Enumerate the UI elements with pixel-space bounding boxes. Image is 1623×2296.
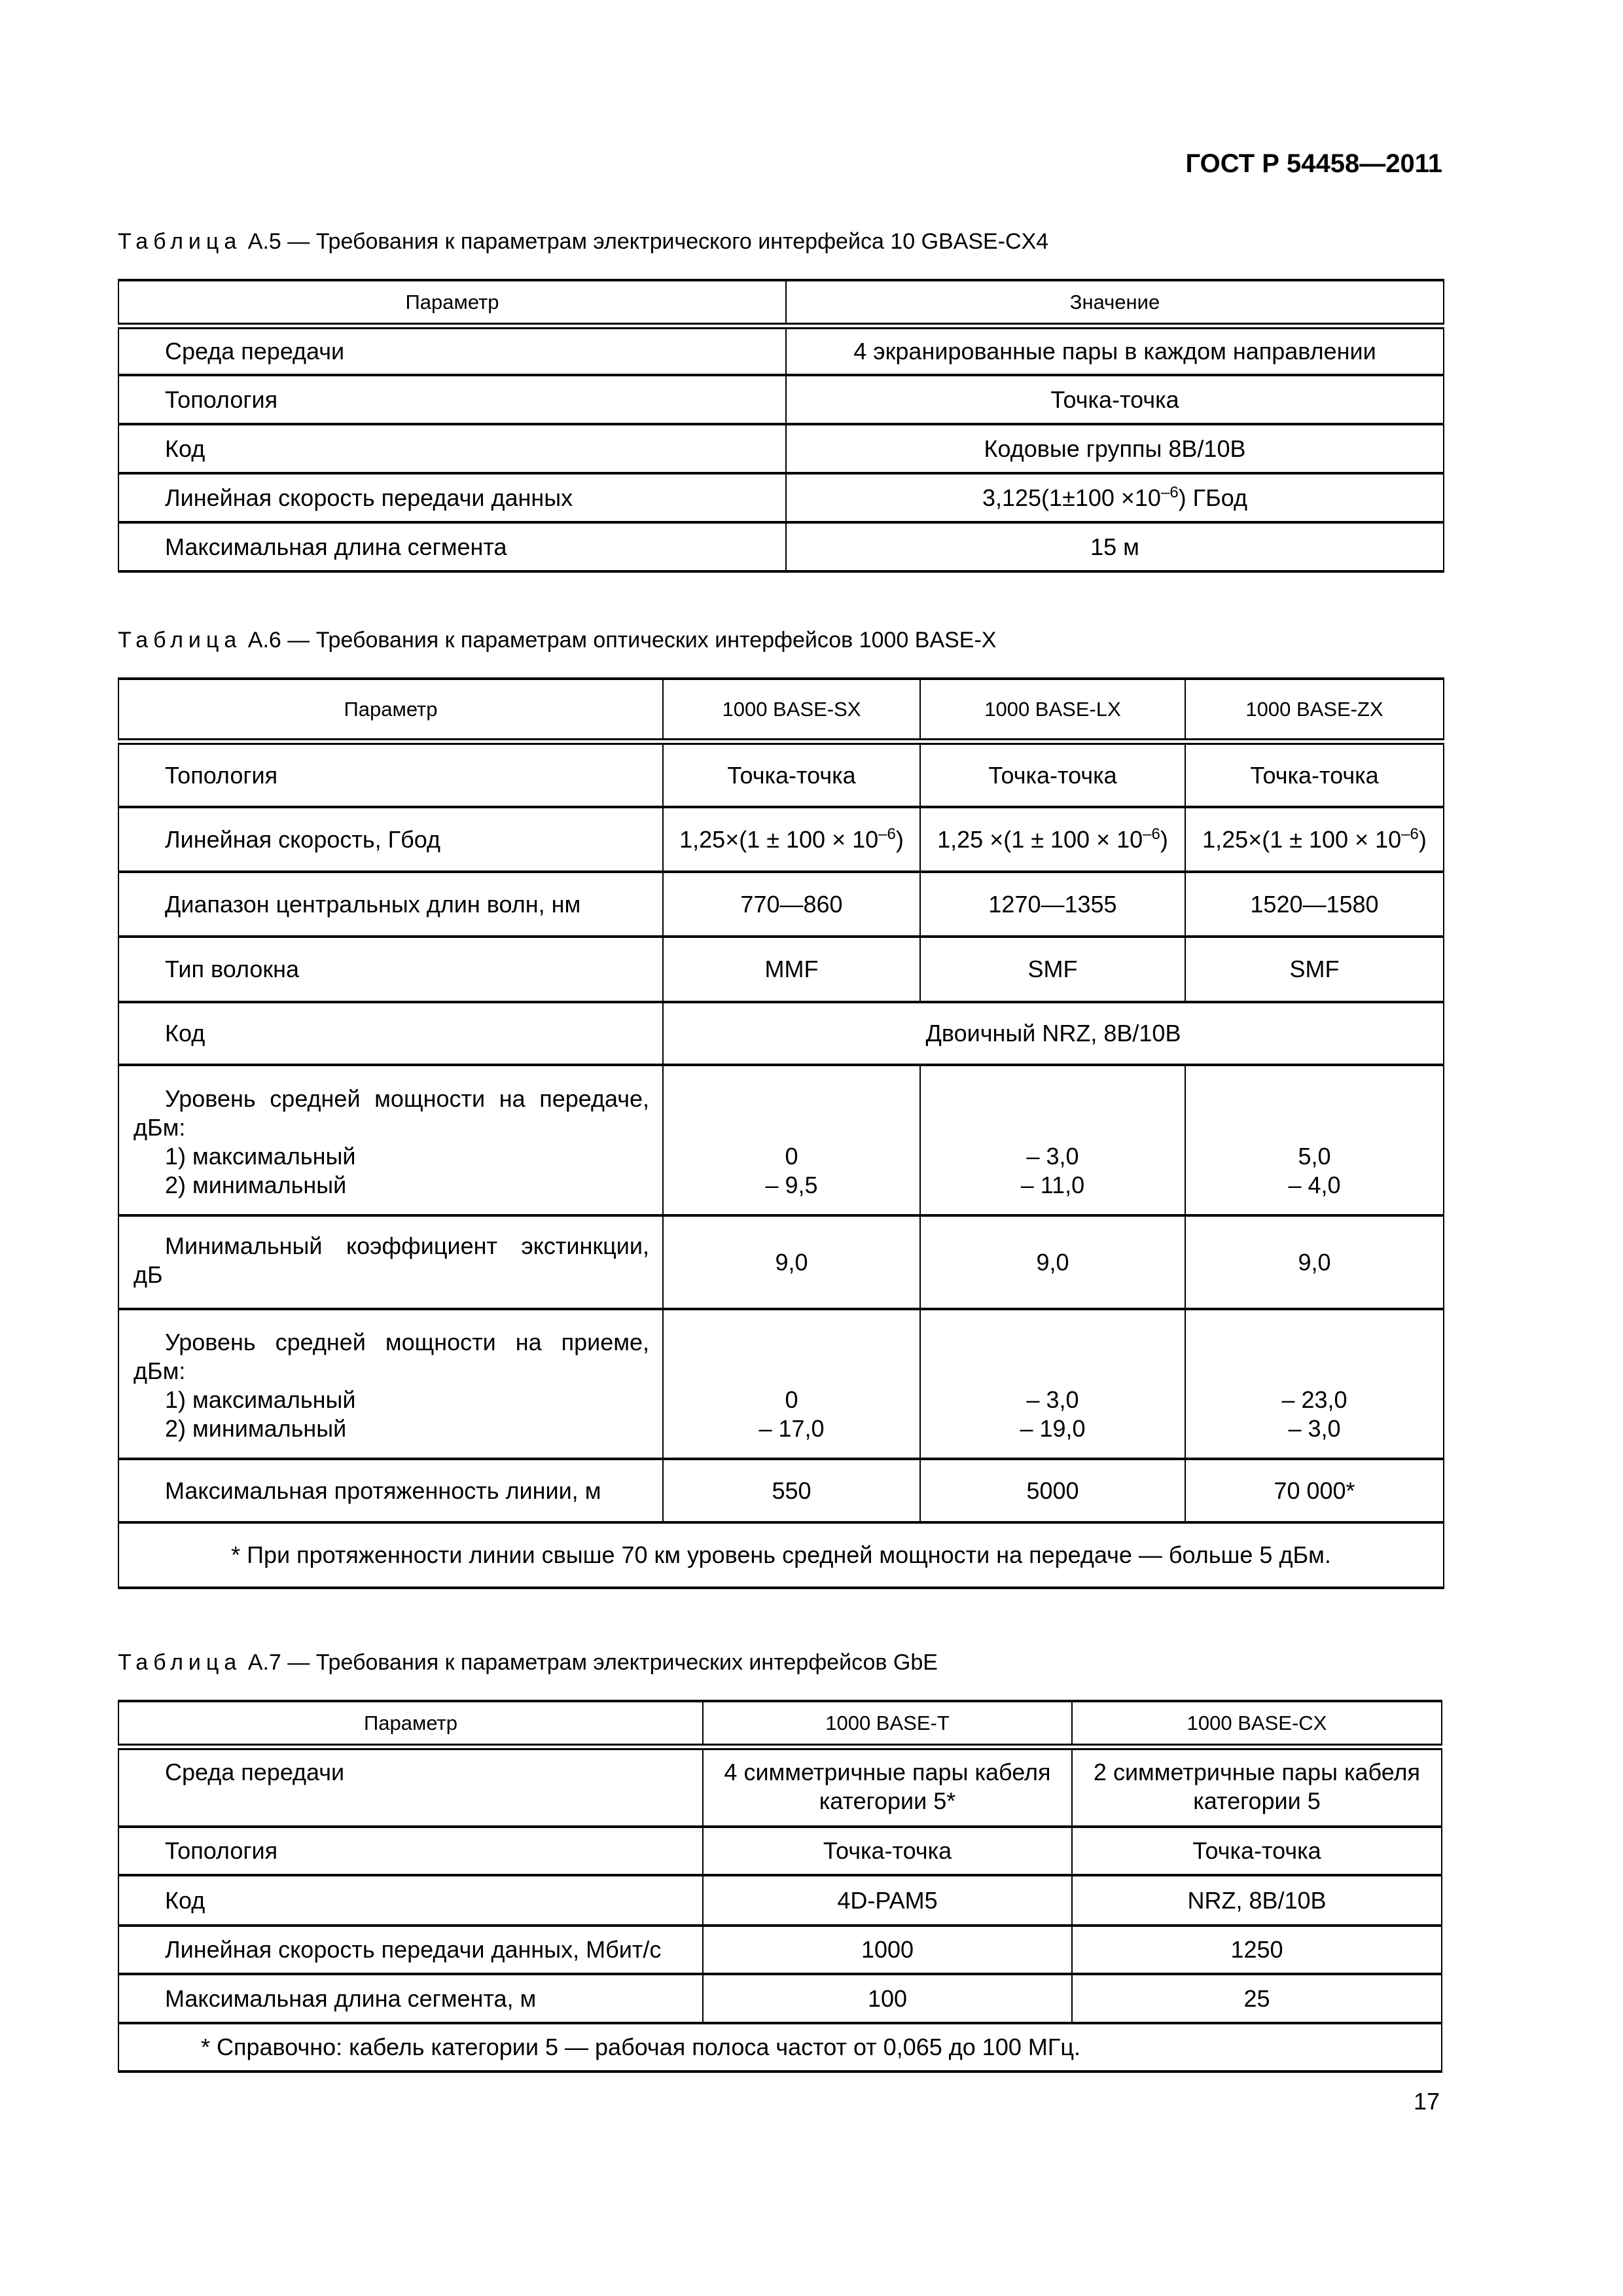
- value-text: ): [895, 825, 904, 853]
- table-row: [118, 1309, 1444, 1459]
- param-text: Уровень средней мощности на передаче,: [165, 1085, 649, 1112]
- param-cell: Топология: [118, 1827, 703, 1875]
- param-sub: 2) минимальный: [165, 1172, 347, 1198]
- table-row: [118, 1215, 1444, 1309]
- caption-text: А.7 — Требования к параметрам электрических интерфейсов GbE: [247, 1650, 938, 1675]
- param-cell: Код: [118, 1875, 703, 1926]
- param-cell: [118, 1309, 663, 1459]
- param-cell: Максимальная протяженность линии, м: [118, 1459, 663, 1522]
- table-row: [118, 937, 1444, 1002]
- value-cell: 9,0: [920, 1215, 1185, 1309]
- param-text: Уровень средней мощности на приеме,: [165, 1329, 649, 1355]
- value-cell: [786, 473, 1444, 522]
- header-cell: Параметр: [118, 280, 786, 326]
- table-row: [118, 1747, 1442, 1827]
- value-cell: 1520—1580: [1185, 872, 1444, 937]
- param-cell: Линейная скорость передачи данных, Мбит/с: [118, 1926, 703, 1974]
- param-cell: Топология: [118, 375, 786, 424]
- value-cell: Точка-точка: [1072, 1827, 1442, 1875]
- table-a6: [118, 677, 1444, 1589]
- value-max: – 3,0: [1026, 1386, 1079, 1413]
- table-row: [118, 807, 1444, 872]
- value-text: ): [1160, 825, 1168, 853]
- param-sub: 1) максимальный: [165, 1143, 356, 1170]
- value-cell: 25: [1072, 1974, 1442, 2023]
- table-row: [118, 1974, 1442, 2023]
- value-cell: 9,0: [663, 1215, 920, 1309]
- header-cell: Параметр: [118, 1701, 703, 1747]
- value-cell: 9,0: [1185, 1215, 1444, 1309]
- param-sub: 1) максимальный: [165, 1386, 356, 1413]
- param-cell: Максимальная длина сегмента, м: [118, 1974, 703, 2023]
- value-cell: Кодовые группы 8B/10B: [786, 424, 1444, 473]
- value-cell: [1185, 1309, 1444, 1459]
- param-cell: [118, 1065, 663, 1215]
- value-cell: 4D-PAM5: [703, 1875, 1072, 1926]
- header-cell: 1000 BASE-T: [703, 1701, 1072, 1747]
- param-cell: Диапазон центральных длин волн, нм: [118, 872, 663, 937]
- value-max: 0: [785, 1386, 798, 1413]
- value-cell: 5000: [920, 1459, 1185, 1522]
- table-row: [118, 1827, 1442, 1875]
- table-a6-caption: [118, 628, 996, 653]
- param-cell: Максимальная длина сегмента: [118, 522, 786, 571]
- value-min: – 17,0: [758, 1415, 825, 1442]
- value-min: – 19,0: [1020, 1415, 1086, 1442]
- value-cell: 100: [703, 1974, 1072, 2023]
- value-cell: [920, 1309, 1185, 1459]
- value-cell: SMF: [1185, 937, 1444, 1002]
- table-row: [118, 424, 1444, 473]
- table-header: [118, 679, 1444, 742]
- page-number: 17: [1413, 2088, 1440, 2115]
- table-note-row: [118, 2023, 1442, 2072]
- header-cell: 1000 BASE-CX: [1072, 1701, 1442, 1747]
- value-cell: [663, 1065, 920, 1215]
- value-cell: 70 000*: [1185, 1459, 1444, 1522]
- param-cell: Код: [118, 424, 786, 473]
- header-cell: Параметр: [118, 679, 663, 742]
- header-cell: 1000 BASE-LX: [920, 679, 1185, 742]
- value-cell: Точка-точка: [663, 742, 920, 807]
- param-cell: [118, 1215, 663, 1309]
- value-text: 1,25 ×(1 ± 100 × 10: [937, 825, 1143, 853]
- param-cell: Тип волокна: [118, 937, 663, 1002]
- value-cell: Точка-точка: [703, 1827, 1072, 1875]
- header-cell: Значение: [786, 280, 1444, 326]
- table-a5-caption: [118, 229, 1048, 255]
- exponent: –6: [1401, 825, 1419, 843]
- table-header: [118, 280, 1444, 326]
- param-unit: дБ: [134, 1261, 163, 1288]
- caption-text: А.5 — Требования к параметрам электрического интерфейса 10 GBASE-CX4: [247, 229, 1049, 254]
- value-cell: Точка-точка: [1185, 742, 1444, 807]
- value-text: 3,125(1±100 ×10: [982, 484, 1161, 511]
- param-cell: Код: [118, 1002, 663, 1065]
- caption-label: Таблица: [118, 229, 242, 254]
- table-row: [118, 1459, 1444, 1522]
- param-cell: Топология: [118, 742, 663, 807]
- param-cell: Среда передачи: [118, 326, 786, 375]
- header-cell: 1000 BASE-SX: [663, 679, 920, 742]
- caption-label: Таблица: [118, 628, 242, 653]
- value-min: – 4,0: [1288, 1172, 1341, 1198]
- table-note-row: [118, 1522, 1444, 1588]
- value-cell: [663, 807, 920, 872]
- param-unit: дБм:: [134, 1357, 186, 1384]
- table-row: [118, 742, 1444, 807]
- table-row: [118, 375, 1444, 424]
- value-cell: [920, 807, 1185, 872]
- exponent: –6: [878, 825, 896, 843]
- header-cell: 1000 BASE-ZX: [1185, 679, 1444, 742]
- value-cell: SMF: [920, 937, 1185, 1002]
- table-row: [118, 1875, 1442, 1926]
- value-max: 0: [785, 1143, 798, 1170]
- table-a7: [118, 1700, 1442, 2073]
- value-cell: NRZ, 8B/10B: [1072, 1875, 1442, 1926]
- value-cell: 770—860: [663, 872, 920, 937]
- table-footnote: * Справочно: кабель категории 5 — рабочая полоса частот от 0,065 до 100 МГц.: [118, 2023, 1442, 2072]
- value-cell: [920, 1065, 1185, 1215]
- table-row: [118, 1002, 1444, 1065]
- table-row: [118, 522, 1444, 571]
- table-a7-caption: [118, 1650, 938, 1676]
- value-max: – 3,0: [1026, 1143, 1079, 1170]
- param-cell: Линейная скорость передачи данных: [118, 473, 786, 522]
- value-cell: [1185, 1065, 1444, 1215]
- param-unit: дБм:: [134, 1114, 186, 1141]
- param-cell: Линейная скорость, Гбод: [118, 807, 663, 872]
- value-text: 1,25×(1 ± 100 × 10: [679, 825, 879, 853]
- value-text: ): [1418, 825, 1427, 853]
- table-row: [118, 1065, 1444, 1215]
- table-a5: [118, 279, 1444, 573]
- value-min: – 11,0: [1020, 1172, 1085, 1198]
- value-text: 1,25×(1 ± 100 × 10: [1202, 825, 1402, 853]
- table-row: [118, 872, 1444, 937]
- param-sub: 2) минимальный: [165, 1415, 347, 1442]
- caption-text: А.6 — Требования к параметрам оптических интерфейсов 1000 BASE-X: [247, 628, 997, 653]
- value-cell: [1185, 807, 1444, 872]
- value-cell: Точка-точка: [786, 375, 1444, 424]
- value-min: – 9,5: [765, 1172, 818, 1198]
- value-cell: 1250: [1072, 1926, 1442, 1974]
- table-header: [118, 1701, 1442, 1747]
- standard-header: ГОСТ Р 54458—2011: [1185, 149, 1442, 178]
- value-cell: 1000: [703, 1926, 1072, 1974]
- value-cell: Точка-точка: [920, 742, 1185, 807]
- table-row: [118, 1926, 1442, 1974]
- value-cell: MMF: [663, 937, 920, 1002]
- value-cell: Двоичный NRZ, 8B/10B: [663, 1002, 1444, 1065]
- value-cell: [663, 1309, 920, 1459]
- exponent: –6: [1160, 483, 1179, 501]
- value-max: – 23,0: [1281, 1386, 1347, 1413]
- param-cell: Среда передачи: [118, 1747, 703, 1827]
- value-cell: 4 экранированные пары в каждом направлении: [786, 326, 1444, 375]
- caption-label: Таблица: [118, 1650, 242, 1675]
- param-text: Минимальный коэффициент экстинкции,: [165, 1232, 649, 1259]
- exponent: –6: [1143, 825, 1160, 843]
- value-cell: 2 симметричные пары кабеля категории 5: [1072, 1747, 1442, 1827]
- value-cell: 1270—1355: [920, 872, 1185, 937]
- value-text: ) ГБод: [1178, 484, 1248, 511]
- value-cell: 550: [663, 1459, 920, 1522]
- value-min: – 3,0: [1288, 1415, 1341, 1442]
- table-footnote: * При протяженности линии свыше 70 км уровень средней мощности на передаче — больше 5 дБм.: [118, 1522, 1444, 1588]
- table-row: [118, 473, 1444, 522]
- value-cell: 4 симметричные пары кабеля категории 5*: [703, 1747, 1072, 1827]
- value-cell: 15 м: [786, 522, 1444, 571]
- table-row: [118, 326, 1444, 375]
- value-max: 5,0: [1298, 1143, 1331, 1170]
